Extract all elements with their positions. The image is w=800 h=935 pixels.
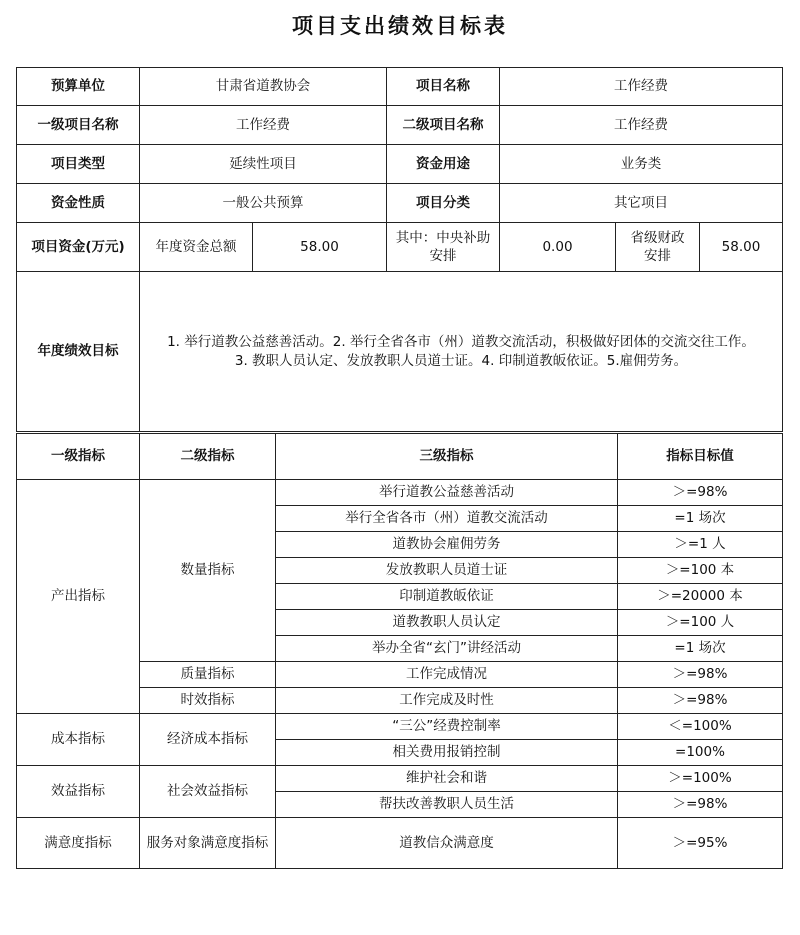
- level2-project-value: 工作经费: [500, 106, 783, 145]
- level3-name: 维护社会和谐: [276, 766, 618, 792]
- central-subsidy-label-line1: 其中：中央补助: [395, 229, 491, 246]
- service-satisfaction-indicator-label: 服务对象满意度指标: [140, 818, 276, 869]
- indicator-table: [16, 433, 783, 869]
- row-budget-unit: [17, 68, 783, 106]
- annual-goal-line2: 3. 教职人员认定、发放教职人员道士证。4. 印制道教皈依证。5.雇佣劳务。: [234, 352, 688, 369]
- table-row: [17, 766, 783, 792]
- level3-name: 道教教职人员认定: [276, 610, 618, 636]
- row-project-funds: [17, 223, 783, 272]
- target-value: ＞=20000 本: [618, 584, 783, 610]
- row-level1-project: [17, 106, 783, 145]
- target-value: ＜=100%: [618, 714, 783, 740]
- budget-unit-label: 预算单位: [17, 68, 140, 106]
- project-funds-label: 项目资金(万元): [17, 223, 140, 272]
- target-value: ＞=100 人: [618, 610, 783, 636]
- central-subsidy-label-line2: 安排: [429, 248, 457, 264]
- target-value: =1 场次: [618, 506, 783, 532]
- target-value: =1 场次: [618, 636, 783, 662]
- level3-name: 印制道教皈依证: [276, 584, 618, 610]
- target-value: ＞=98%: [618, 792, 783, 818]
- target-value: ＞=100 本: [618, 558, 783, 584]
- col-header-level3: 三级指标: [276, 434, 618, 480]
- row-project-type: [17, 145, 783, 184]
- level3-name: 举办全省“玄门”讲经活动: [276, 636, 618, 662]
- target-value: ＞=1 人: [618, 532, 783, 558]
- level3-name: 工作完成及时性: [276, 688, 618, 714]
- social-benefit-indicator-label: 社会效益指标: [140, 766, 276, 818]
- project-type-value: 延续性项目: [140, 145, 387, 184]
- project-info-table: [16, 67, 783, 432]
- fund-use-value: 业务类: [500, 145, 783, 184]
- annual-total-value: 58.00: [253, 223, 387, 272]
- central-subsidy-label: [387, 223, 500, 272]
- level1-project-value: 工作经费: [140, 106, 387, 145]
- indicator-header-row: [17, 434, 783, 480]
- level1-project-label: 一级项目名称: [17, 106, 140, 145]
- row-fund-nature: [17, 184, 783, 223]
- target-value: ＞=100%: [618, 766, 783, 792]
- budget-unit-value: 甘肃省道教协会: [140, 68, 387, 106]
- project-name-label: 项目名称: [387, 68, 500, 106]
- fund-use-label: 资金用途: [387, 145, 500, 184]
- annual-total-label: 年度资金总额: [140, 223, 253, 272]
- col-header-level2: 二级指标: [140, 434, 276, 480]
- page-title: 项目支出绩效目标表: [292, 13, 508, 38]
- target-value: ＞=95%: [618, 818, 783, 869]
- benefit-indicator-label: 效益指标: [17, 766, 140, 818]
- level2-project-label: 二级项目名称: [387, 106, 500, 145]
- annual-goal-text: [140, 272, 783, 432]
- timeliness-indicator-label: 时效指标: [140, 688, 276, 714]
- project-category-label: 项目分类: [387, 184, 500, 223]
- project-category-value: 其它项目: [500, 184, 783, 223]
- quality-indicator-label: 质量指标: [140, 662, 276, 688]
- col-header-target: 指标目标值: [618, 434, 783, 480]
- target-value: ＞=98%: [618, 480, 783, 506]
- output-indicator-label: 产出指标: [17, 480, 140, 714]
- quantity-indicator-label: 数量指标: [140, 480, 276, 662]
- satisfaction-indicator-label: 满意度指标: [17, 818, 140, 869]
- provincial-label-line2: 安排: [644, 248, 671, 264]
- level3-name: 帮扶改善教职人员生活: [276, 792, 618, 818]
- fund-nature-value: 一般公共预算: [140, 184, 387, 223]
- col-header-level1: 一级指标: [17, 434, 140, 480]
- level3-name: 工作完成情况: [276, 662, 618, 688]
- target-value: ＞=98%: [618, 662, 783, 688]
- target-value: =100%: [618, 740, 783, 766]
- economic-cost-indicator-label: 经济成本指标: [140, 714, 276, 766]
- project-type-label: 项目类型: [17, 145, 140, 184]
- cost-indicator-label: 成本指标: [17, 714, 140, 766]
- level3-name: 发放教职人员道士证: [276, 558, 618, 584]
- level3-name: 举行道教公益慈善活动: [276, 480, 618, 506]
- central-subsidy-value: 0.00: [500, 223, 616, 272]
- level3-name: 道教协会雇佣劳务: [276, 532, 618, 558]
- level3-name: “三公”经费控制率: [276, 714, 618, 740]
- level3-name: 相关费用报销控制: [276, 740, 618, 766]
- fund-nature-label: 资金性质: [17, 184, 140, 223]
- annual-goal-line1: 1. 举行道教公益慈善活动。2. 举行全省各市（州）道教交流活动，积极做好团体的交流交往工作。: [167, 334, 755, 351]
- level3-name: 道教信众满意度: [276, 818, 618, 869]
- provincial-value: 58.00: [700, 223, 783, 272]
- project-name-value: 工作经费: [500, 68, 783, 106]
- table-row: [17, 714, 783, 740]
- provincial-label-line1: 省级财政: [630, 229, 685, 246]
- row-annual-goal: [17, 272, 783, 432]
- target-value: ＞=98%: [618, 688, 783, 714]
- table-row: [17, 480, 783, 506]
- annual-goal-label: 年度绩效目标: [17, 272, 140, 432]
- table-row: [17, 818, 783, 869]
- level3-name: 举行全省各市（州）道教交流活动: [276, 506, 618, 532]
- provincial-label: [616, 223, 700, 272]
